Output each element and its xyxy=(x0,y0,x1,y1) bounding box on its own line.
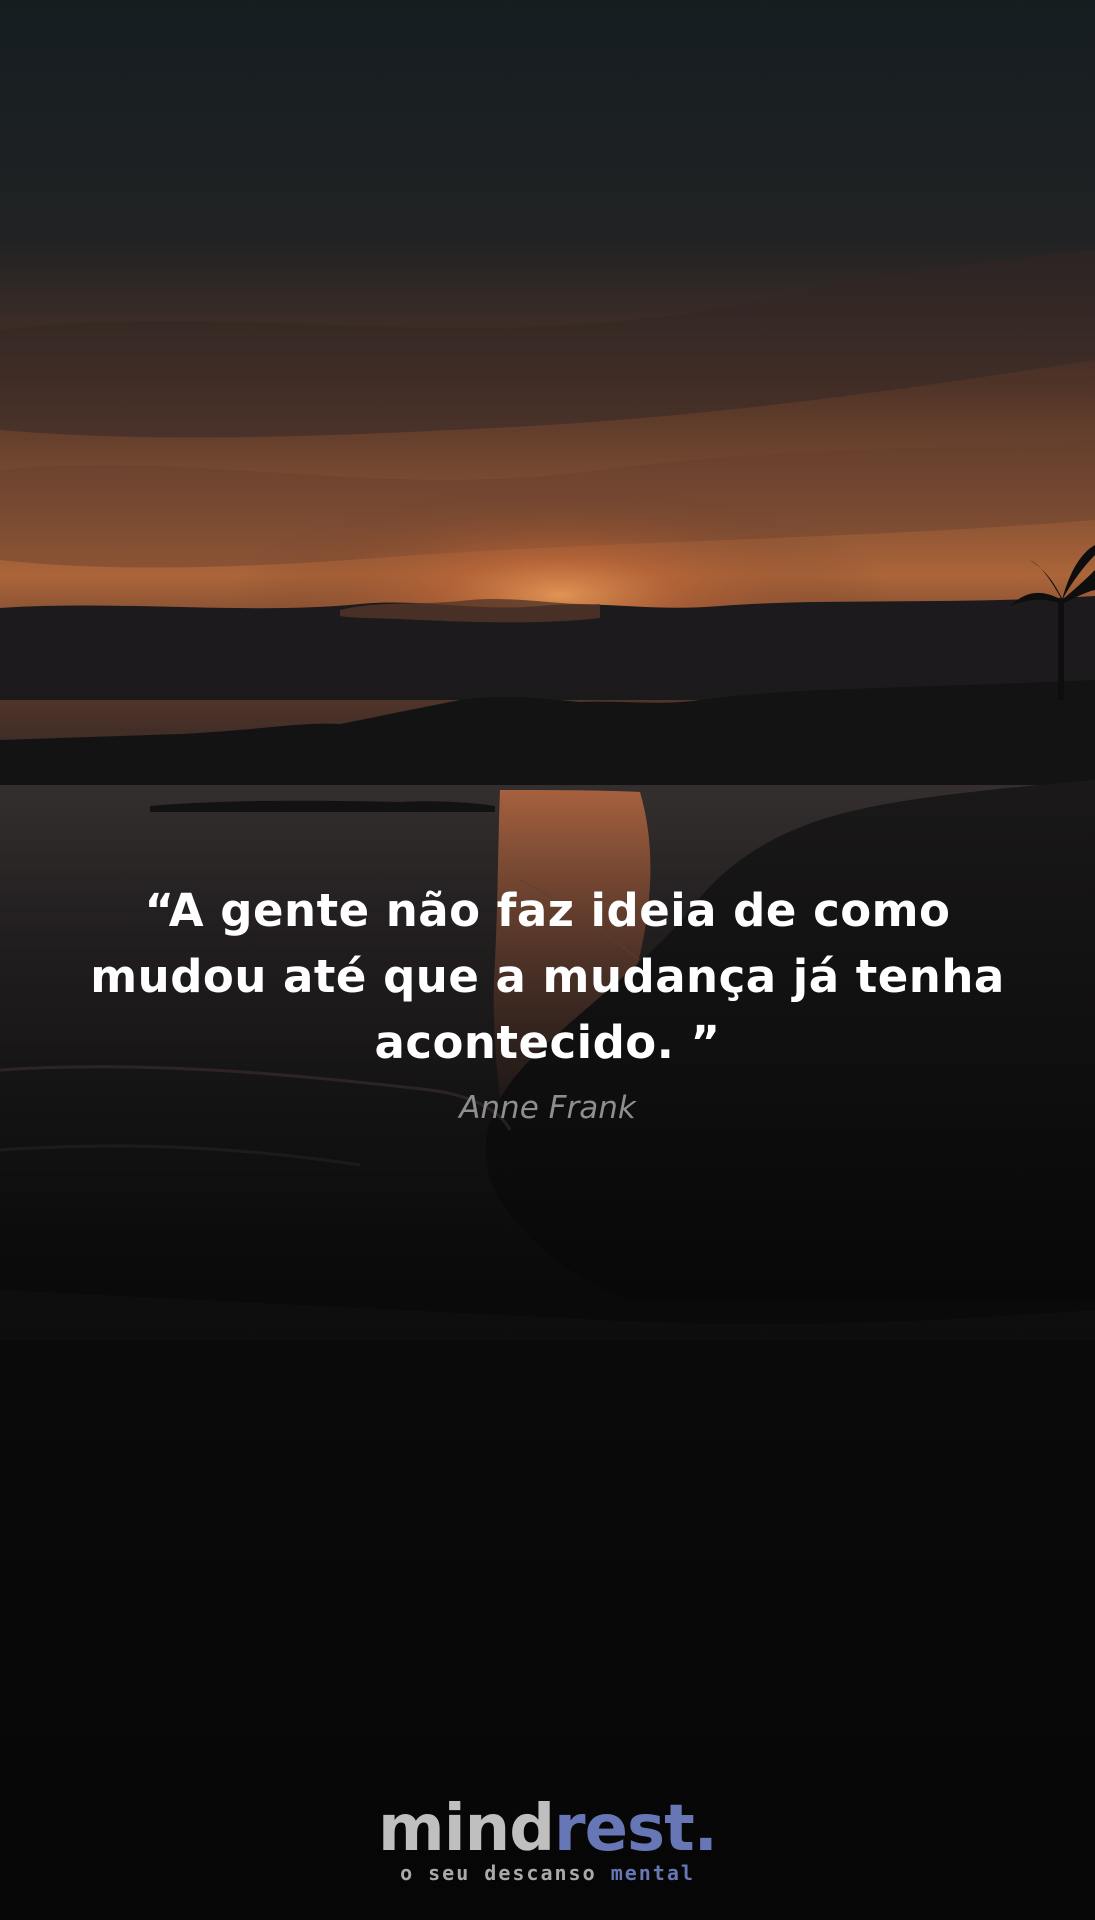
brand-wordmark-mind: mind xyxy=(378,1792,555,1866)
brand-logo xyxy=(0,1792,1095,1885)
brand-tagline-accent: mental xyxy=(610,1861,695,1885)
brand-tagline-main: o seu descanso xyxy=(400,1861,611,1885)
brand-wordmark xyxy=(0,1792,1095,1866)
brand-wordmark-rest: rest. xyxy=(554,1792,717,1866)
quote-text: “A gente não faz ideia de como mudou até que a mudança já tenha acontecido. ” xyxy=(90,884,1005,1069)
brand-tagline xyxy=(0,1861,1095,1885)
quote-author: Anne Frank xyxy=(459,1090,636,1126)
